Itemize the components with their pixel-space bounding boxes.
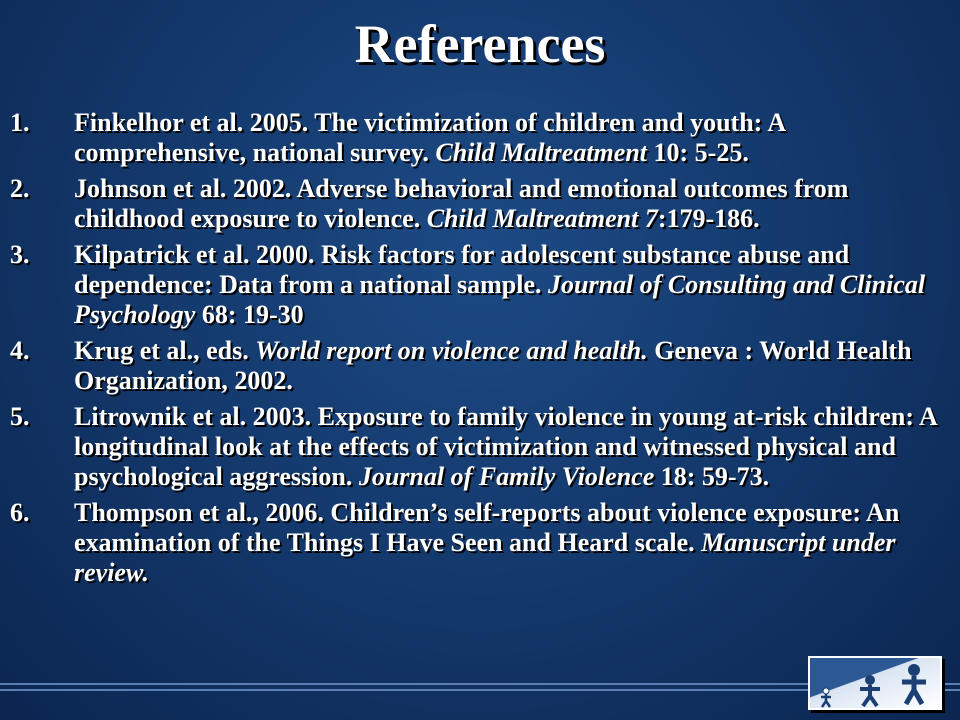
reference-details: Geneva : World Health Organization, 2002. <box>74 336 912 395</box>
three-figures-logo-icon <box>808 656 942 710</box>
reference-details: 68: 19-30 <box>195 300 304 329</box>
reference-citation: Litrownik et al. 2003. Exposure to family violence in young at-risk children: A longitudinal look at the effects of victimization and witnessed physical and psychological aggression. <box>74 402 937 491</box>
reference-journal: Manuscript under review. <box>74 528 896 587</box>
reference-journal: Child Maltreatment 7 <box>426 204 658 233</box>
reference-number: 5. <box>10 402 30 431</box>
reference-item <box>10 402 948 492</box>
reference-citation: Krug et al., eds. <box>74 336 256 365</box>
reference-citation: Johnson et al. 2002. Adverse behavioral and emotional outcomes from childhood exposure to violence. <box>74 174 849 233</box>
reference-item <box>10 498 948 588</box>
reference-details: 10: 5-25. <box>647 138 749 167</box>
reference-journal: World report on violence and health. <box>255 336 648 365</box>
reference-item <box>10 108 948 168</box>
reference-journal: Journal of Family Violence <box>358 462 655 491</box>
reference-number: 3. <box>10 240 30 269</box>
slide-title: References <box>354 14 606 74</box>
reference-citation: Kilpatrick et al. 2000. Risk factors for adolescent substance abuse and dependence: Data from a national sample. <box>74 240 850 299</box>
reference-details: 18: 59-73. <box>654 462 770 491</box>
reference-citation: Finkelhor et al. 2005. The victimization of children and youth: A comprehensive, national survey. <box>74 108 785 167</box>
reference-journal: Child Maltreatment <box>435 138 648 167</box>
reference-journal: Journal of Consulting and Clinical Psychology <box>74 270 926 329</box>
reference-item <box>10 240 948 330</box>
references-list <box>10 108 948 594</box>
reference-item <box>10 336 948 396</box>
reference-number: 4. <box>10 336 30 365</box>
reference-citation: Thompson et al., 2006. Children’s self-reports about violence exposure: An examination of the Things I Have Seen and Heard scale. <box>74 498 900 557</box>
reference-number: 6. <box>10 498 30 527</box>
reference-item <box>10 174 948 234</box>
reference-number: 1. <box>10 108 30 137</box>
reference-details: :179-186. <box>657 204 760 233</box>
reference-number: 2. <box>10 174 30 203</box>
